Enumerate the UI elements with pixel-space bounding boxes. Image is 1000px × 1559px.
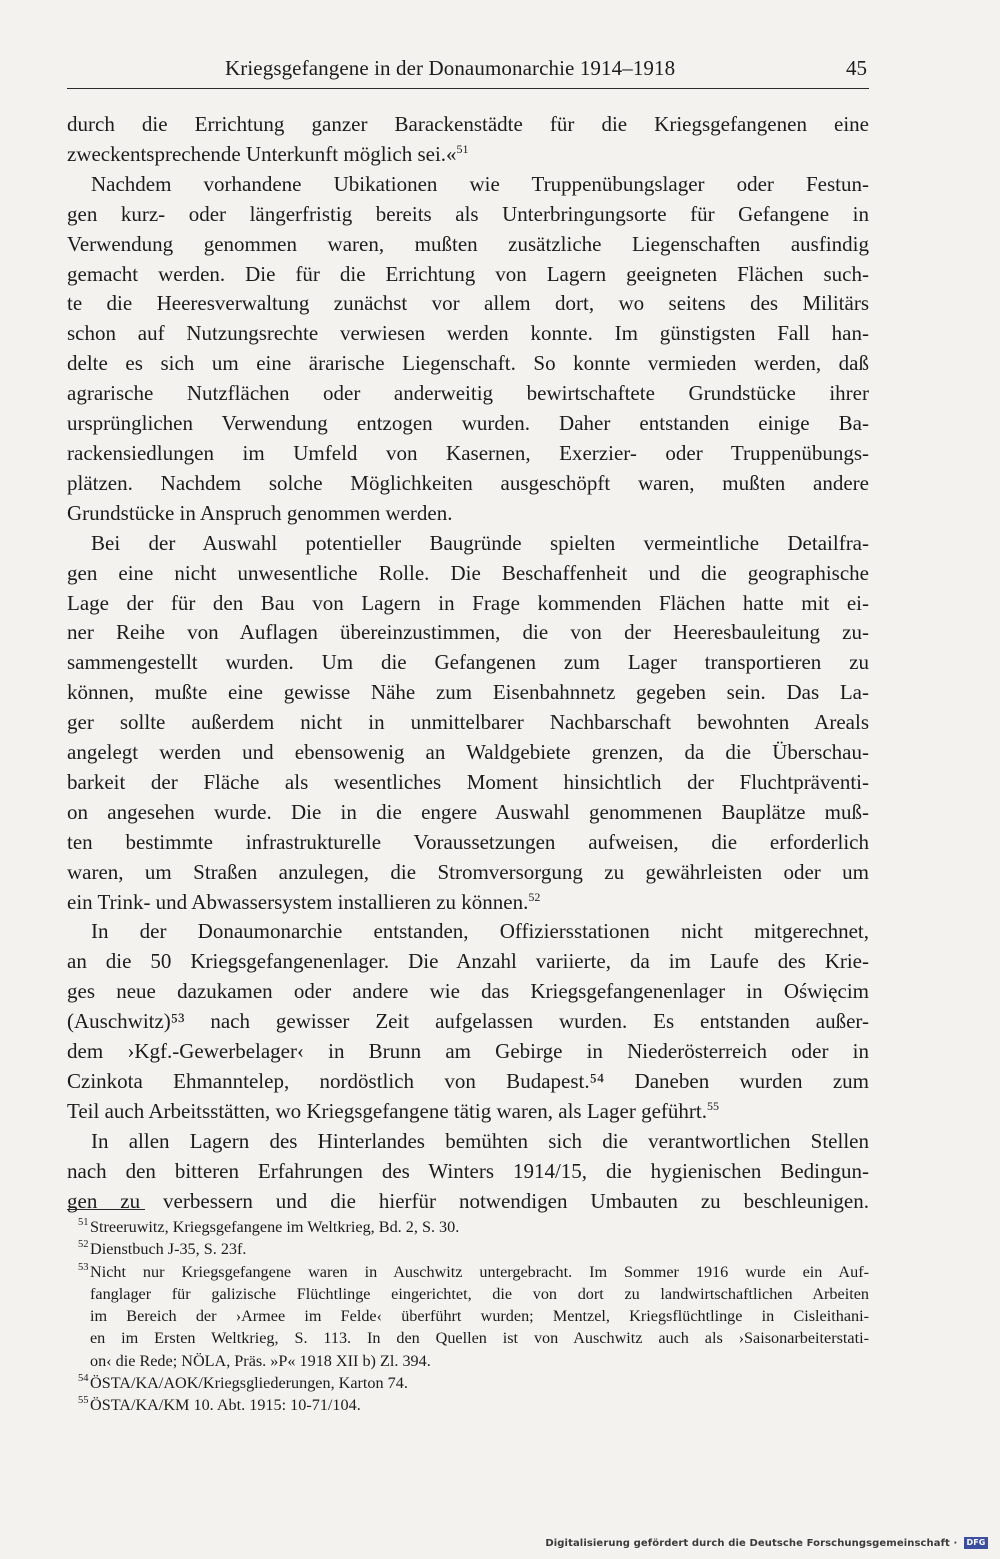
text-line: Nachdem vorhandene Ubikationen wie Truppenübungslager oder Festun- bbox=[91, 171, 869, 196]
text-line: können, mußte eine gewisse Nähe zum Eisenbahnnetz gegeben sein. Das La- bbox=[67, 680, 869, 705]
footnote bbox=[67, 1394, 869, 1416]
footnote-line: fanglager für galizische Flüchtlinge eingerichtet, die von dort zu landwirtschaftlichen Arbeiten bbox=[90, 1284, 869, 1303]
text-line: delte es sich um eine ärarische Liegenschaft. So konnte vermieden werden, daß bbox=[67, 351, 869, 376]
text-line: te die Heeresverwaltung zunächst vor allem dort, wo seitens des Militärs bbox=[67, 291, 869, 316]
footnote-rule bbox=[67, 1209, 145, 1210]
running-header bbox=[67, 52, 869, 89]
credit-text: Digitalisierung gefördert durch die Deutsche Forschungsgemeinschaft bbox=[545, 1538, 950, 1549]
text-line: zweckentsprechende Unterkunft möglich sei.«$^{51}$ bbox=[67, 141, 469, 166]
page-number: 45 bbox=[846, 56, 867, 80]
text-line: Grundstücke in Anspruch genommen werden. bbox=[67, 500, 453, 525]
footnote-mark: 53 bbox=[78, 1261, 89, 1273]
footnote-line: en im Ersten Weltkrieg, S. 113. In den Quellen ist von Auschwitz auch als ›Saisonarbeiterstati- bbox=[90, 1329, 869, 1348]
text-line: ein Trink- und Abwassersystem installieren zu können.$^{52}$ bbox=[67, 889, 541, 914]
text-line: an die 50 Kriegsgefangenenlager. Die Anzahl variierte, da im Laufe des Krie- bbox=[67, 949, 869, 974]
footnote bbox=[67, 1261, 869, 1372]
text-line: Teil auch Arbeitsstätten, wo Kriegsgefangene tätig waren, als Lager geführt.$^{55}$ bbox=[67, 1098, 719, 1123]
footnote-line: ÖSTA/KA/KM 10. Abt. 1915: 10-71/104. bbox=[90, 1396, 361, 1415]
text-line: Bei der Auswahl potentieller Baugründe spielten vermeintliche Detailfra- bbox=[91, 530, 869, 555]
digitization-credit: Digitalisierung gefördert durch die Deutsche Forschungsgemeinschaft · DFG bbox=[545, 1537, 988, 1549]
text-line: ten bestimmte infrastrukturelle Voraussetzungen aufweisen, die erforderlich bbox=[67, 829, 869, 854]
text-line: In der Donaumonarchie entstanden, Offiziersstationen nicht mitgerechnet, bbox=[91, 919, 869, 944]
footnote-ref[interactable]: 55 bbox=[706, 1098, 719, 1113]
footnote-line: im Bereich der ›Armee im Felde‹ überführt wurden; Mentzel, Kriegsflüchtlinge in Cisleithani- bbox=[90, 1307, 869, 1326]
footnote-line: Dienstbuch J-35, S. 23f. bbox=[90, 1240, 247, 1259]
footnote-mark: 52 bbox=[78, 1239, 89, 1251]
text-line: Czinkota Ehmanntelep, nordöstlich von Budapest.⁵⁴ Daneben wurden zum bbox=[67, 1069, 869, 1093]
text-line: sammengestellt wurden. Um die Gefangenen zum Lager transportieren zu bbox=[67, 650, 869, 675]
footnote-mark: 51 bbox=[78, 1217, 89, 1228]
footnote-line: Streeruwitz, Kriegsgefangene im Weltkrieg, Bd. 2, S. 30. bbox=[90, 1218, 460, 1236]
text-line: nach den bitteren Erfahrungen des Winters 1914/15, die hygienischen Bedingun- bbox=[67, 1158, 869, 1183]
text-line: Verwendung genommen waren, mußten zusätzliche Liegenschaften ausfindig bbox=[67, 231, 869, 256]
text-line: ger sollte außerdem nicht in unmittelbarer Nachbarschaft bewohnten Areals bbox=[67, 710, 869, 735]
paragraph bbox=[67, 110, 869, 170]
text-line: Lage der für den Bau von Lagern in Frage kommenden Flächen hatte mit ei- bbox=[67, 590, 869, 615]
text-line: ner Reihe von Auflagen übereinzustimmen, die von der Heeresbauleitung zu- bbox=[67, 620, 869, 645]
footnote-line: Nicht nur Kriegsgefangene waren in Auschwitz untergebracht. Im Sommer 1916 wurde ein Auf- bbox=[90, 1262, 869, 1281]
paragraph bbox=[67, 529, 869, 918]
footnote-ref[interactable]: 52 bbox=[528, 889, 541, 904]
footnote-mark: 55 bbox=[78, 1395, 89, 1407]
text-line: gen eine nicht unwesentliche Rolle. Die Beschaffenheit und die geographische bbox=[67, 560, 869, 585]
text-line: dem ›Kgf.-Gewerbelager‹ in Brunn am Gebirge in Niederösterreich oder in bbox=[67, 1039, 869, 1064]
paragraph bbox=[67, 1127, 869, 1217]
text-line: ursprünglichen Verwendung entzogen wurden. Daher entstanden einige Ba- bbox=[67, 411, 869, 436]
text-line: waren, um Straßen anzulegen, die Stromversorgung zu gewährleisten oder um bbox=[67, 859, 869, 884]
main-text bbox=[67, 110, 869, 1217]
text-line: schon auf Nutzungsrechte verwiesen werden konnte. Im günstigsten Fall han- bbox=[67, 321, 869, 346]
text-line: gemacht werden. Die für die Errichtung von Lagern geeigneten Flächen such- bbox=[67, 261, 869, 286]
text-line: ges neue dazukamen oder andere wie das Kriegsgefangenenlager in Oświęcim bbox=[67, 979, 869, 1004]
text-line: rackensiedlungen im Umfeld von Kasernen, Exerzier- oder Truppenübungs- bbox=[67, 440, 869, 465]
footnote bbox=[67, 1216, 869, 1238]
footnote-mark: 54 bbox=[78, 1373, 89, 1385]
footnote bbox=[67, 1372, 869, 1394]
text-line: on angesehen wurde. Die in die engere Auswahl genommenen Bauplätze muß- bbox=[67, 799, 869, 824]
footnote-line: ÖSTA/KA/AOK/Kriegsgliederungen, Karton 74. bbox=[90, 1374, 408, 1393]
footnote-ref[interactable]: 51 bbox=[456, 141, 469, 156]
paragraph bbox=[67, 917, 869, 1126]
text-line: gen zu verbessern und die hierfür notwendigen Umbauten zu beschleunigen. bbox=[67, 1188, 869, 1213]
dfg-logo-icon: DFG bbox=[964, 1537, 988, 1549]
text-line: angelegt werden und ebensowenig an Waldgebiete grenzen, da die Überschau- bbox=[67, 740, 869, 765]
text-line: barkeit der Fläche als wesentliches Moment hinsichtlich der Fluchtpräventi- bbox=[67, 769, 869, 794]
running-title: Kriegsgefangene in der Donaumonarchie 1914–1918 bbox=[225, 56, 676, 80]
text-line: (Auschwitz)⁵³ nach gewisser Zeit aufgelassen wurden. Es entstanden außer- bbox=[67, 1009, 869, 1034]
text-line: In allen Lagern des Hinterlandes bemühten sich die verantwortlichen Stellen bbox=[91, 1128, 869, 1153]
text-line: durch die Errichtung ganzer Barackenstädte für die Kriegsgefangenen eine bbox=[67, 112, 869, 136]
footnotes bbox=[67, 1216, 869, 1417]
text-line: agrarische Nutzflächen oder anderweitig bewirtschaftete Grundstücke ihrer bbox=[67, 381, 869, 406]
text-line: gen kurz- oder längerfristig bereits als Unterbringungsorte für Gefangene in bbox=[67, 201, 869, 226]
text-line: plätzen. Nachdem solche Möglichkeiten ausgeschöpft waren, mußten andere bbox=[67, 470, 869, 495]
footnote-line: on‹ die Rede; NÖLA, Präs. »P« 1918 XII b) Zl. 394. bbox=[90, 1351, 431, 1370]
footnote bbox=[67, 1238, 869, 1260]
paragraph bbox=[67, 170, 869, 529]
